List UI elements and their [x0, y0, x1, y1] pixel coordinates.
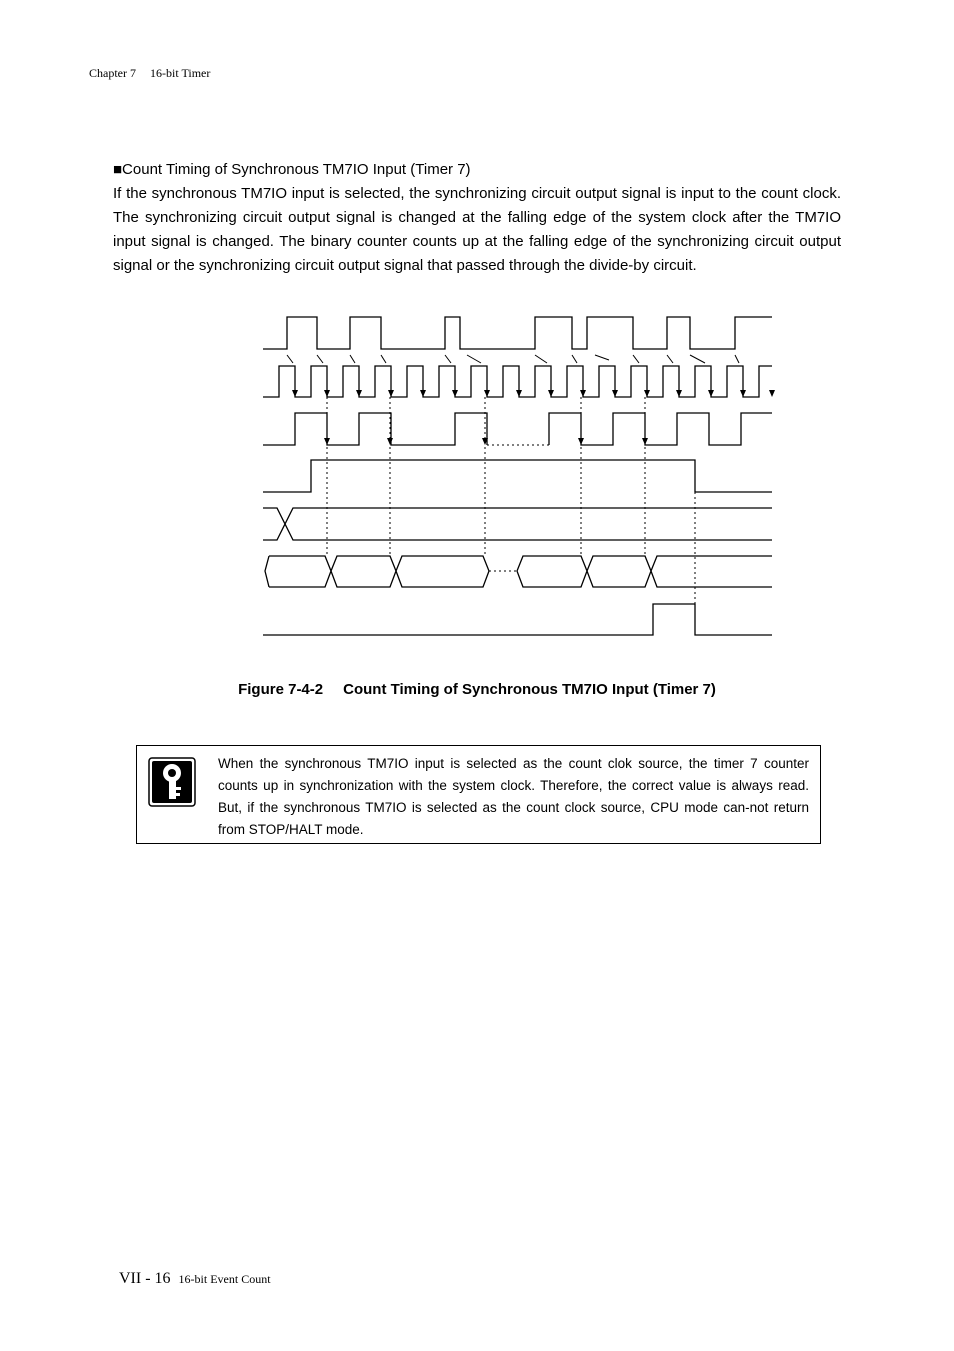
interrupt-waveform	[263, 604, 772, 635]
figure-caption	[0, 681, 954, 698]
sync-arrows	[287, 355, 739, 363]
edge-guides	[327, 397, 695, 604]
count-enable-waveform	[263, 460, 772, 492]
section-heading: ■Count Timing of Synchronous TM7IO Input (Timer 7)	[113, 161, 471, 178]
section-count-timing	[113, 158, 841, 278]
binary-counter-waveform	[265, 556, 772, 587]
tm7io-input-waveform	[263, 317, 772, 349]
page-number: VII - 16	[119, 1270, 171, 1287]
chapter-label: Chapter 7	[89, 66, 136, 80]
note-text: When the synchronous TM7IO input is selected as the count clok source, the timer 7 counter counts up in synchronization with the system clock. Therefore, the correct value is always read. But, if the synchronous TM7IO is selected as the count clock source, CPU mode can-not return from STOP/HALT mode.	[218, 756, 809, 837]
figure-number: Figure 7-4-2	[238, 681, 324, 698]
footer-section: 16-bit Event Count	[178, 1272, 271, 1286]
section-body: If the synchronous TM7IO input is selected, the synchronizing circuit output signal is input to the count clock. The synchronizing circuit output signal is changed at the falling edge of the system clock after the TM7IO input signal is changed. The binary counter counts up at the falling edge of the synchronizing circuit output signal or the synchronizing circuit output signal that passed through the divide-by circuit.	[113, 185, 841, 274]
key-hint-icon	[148, 757, 196, 807]
sync-output-waveform	[263, 413, 487, 445]
compare-register-waveform	[263, 508, 772, 540]
figure-title: Count Timing of Synchronous TM7IO Input (Timer 7)	[343, 681, 716, 698]
page-footer	[119, 1270, 271, 1288]
clock-arrows	[292, 390, 775, 445]
note-box	[136, 745, 821, 844]
timing-diagram	[255, 305, 775, 645]
chapter-title: 16-bit Timer	[150, 66, 211, 80]
page-header	[89, 66, 210, 81]
